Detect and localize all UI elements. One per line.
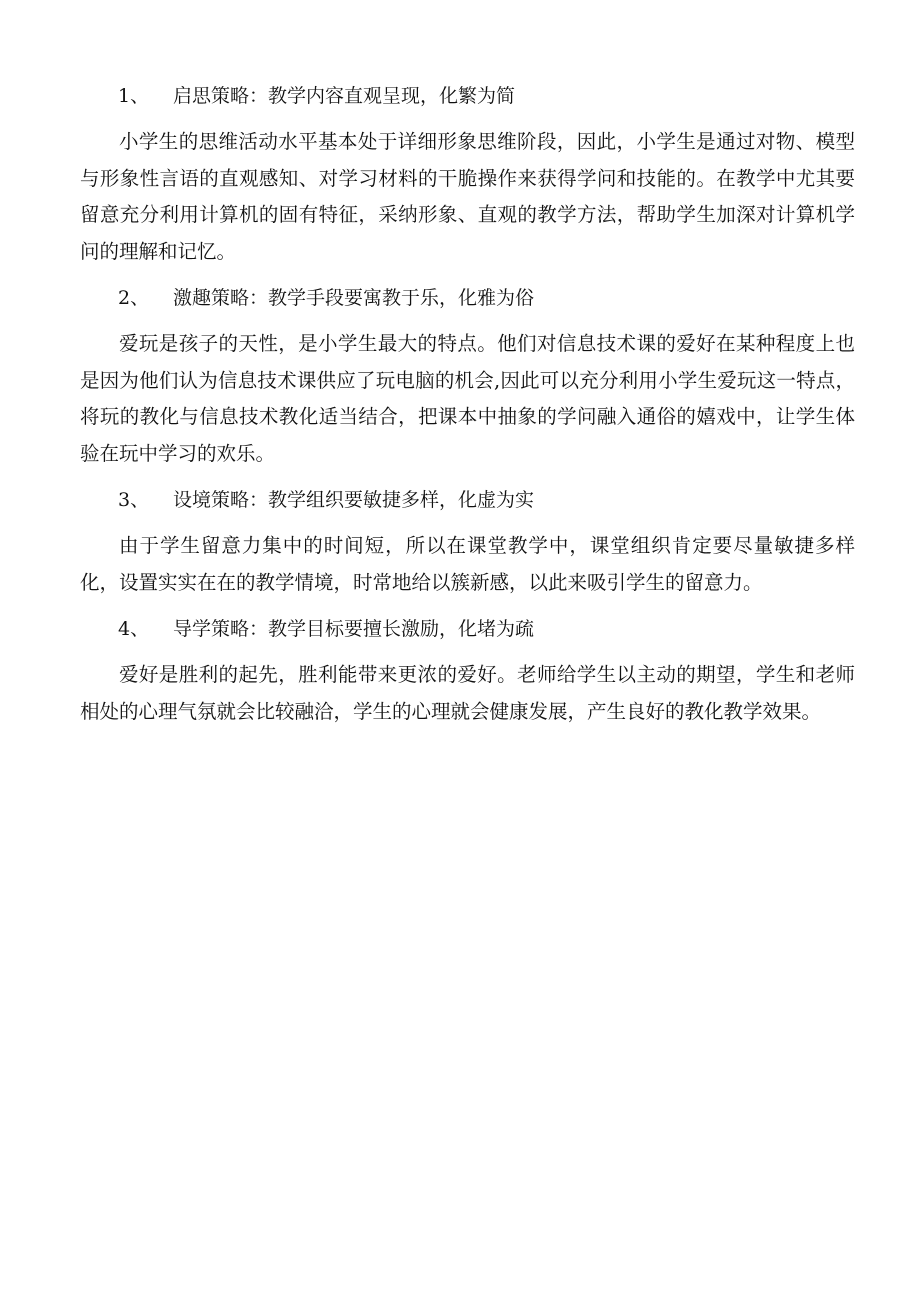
section-3-heading [80,482,855,518]
section-1-number: 1、 [118,85,150,107]
section-4-number: 4、 [118,618,150,640]
section-3-number: 3、 [118,489,150,511]
section-2-title: 激趣策略：教学手段要寓教于乐，化雅为俗 [173,287,535,309]
section-4-title: 导学策略：教学目标要擅长激励，化堵为疏 [173,618,535,640]
section-3-body: 由于学生留意力集中的时间短，所以在课堂教学中，课堂组织肯定要尽量敏捷多样化，设置实实在在的教学情境，时常地给以簇新感，以此来吸引学生的留意力。 [80,534,855,594]
section-2-number: 2、 [118,287,150,309]
section-2-body: 爱玩是孩子的天性，是小学生最大的特点。他们对信息技术课的爱好在某种程度上也是因为他们认为信息技术课供应了玩电脑的机会,因此可以充分利用小学生爱玩这一特点，将玩的教化与信息技术教化适当结合，把课本中抽象的学问融入通俗的嬉戏中，让学生体验在玩中学习的欢乐。 [80,332,855,465]
section-2-heading [80,280,855,316]
section-1-heading [80,78,855,114]
section-1-body: 小学生的思维活动水平基本处于详细形象思维阶段，因此，小学生是通过对物、模型与形象性言语的直观感知、对学习材料的干脆操作来获得学问和技能的。在教学中尤其要留意充分利用计算机的固有特征，采纳形象、直观的教学方法，帮助学生加深对计算机学问的理解和记忆。 [80,130,855,263]
section-1-title: 启思策略：教学内容直观呈现，化繁为简 [173,85,516,107]
document-page [80,78,855,740]
section-3-title: 设境策略：教学组织要敏捷多样，化虚为实 [173,489,535,511]
section-4-heading [80,611,855,647]
section-4-body: 爱好是胜利的起先，胜利能带来更浓的爱好。老师给学生以主动的期望，学生和老师相处的心理气氛就会比较融洽，学生的心理就会健康发展，产生良好的教化教学效果。 [80,663,855,723]
